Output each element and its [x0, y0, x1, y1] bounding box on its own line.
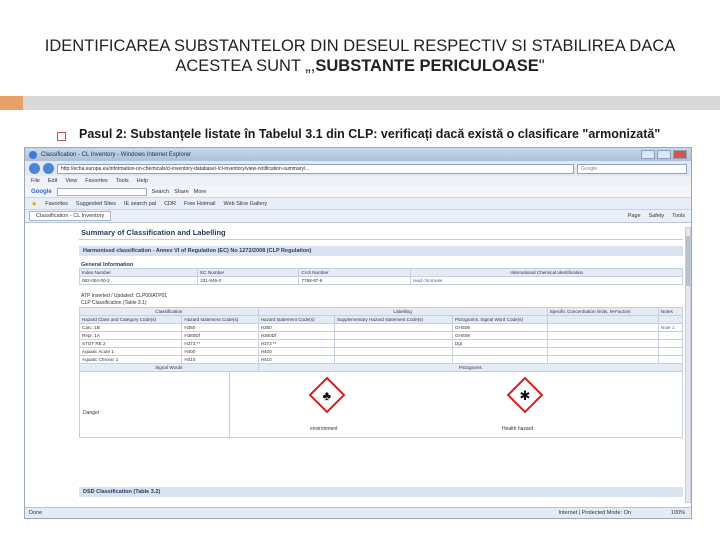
sub-pictograms: Pictograms, Signal Word Code(s)	[452, 316, 547, 324]
bullet-icon	[57, 132, 66, 141]
forward-button[interactable]	[43, 163, 54, 174]
table-row	[80, 277, 683, 285]
cell-ec-number: 231-846-0	[198, 277, 299, 285]
google-more-button[interactable]: More	[193, 188, 207, 195]
table-row: Repr. 1A H360Df H360Df GHS09	[80, 332, 683, 340]
fav-free-hotmail[interactable]: Free Hotmail	[184, 200, 216, 207]
col-scl: Specific Concentration limits, M-Factors	[547, 308, 658, 316]
title-emphasis: SUBSTANTE PERICULOASE	[315, 57, 539, 75]
cell-cas-number: 7758-97-6	[299, 277, 411, 285]
menu-edit[interactable]: Edit	[47, 178, 58, 184]
col-classification: Classification	[80, 308, 259, 316]
browser-screenshot	[24, 147, 692, 519]
minimize-button[interactable]	[641, 150, 655, 159]
table-row: STOT RE 2 H373 ** H373 ** Dgr	[80, 340, 683, 348]
cl-inventory-page	[79, 225, 683, 505]
general-info-heading: General Information	[81, 262, 134, 268]
menu-favorites[interactable]: Favorites	[85, 178, 108, 184]
favorites-bar	[25, 198, 691, 210]
atp-info	[79, 293, 683, 307]
google-search-input[interactable]	[57, 188, 147, 196]
col-notes: Notes	[658, 308, 682, 316]
page-menu[interactable]: Page	[627, 213, 641, 219]
signal-header-row	[80, 364, 683, 372]
title-line-2: ACESTEA SUNT „,SUBSTANTE PERICULOASE"	[175, 57, 545, 75]
signal-word-cell	[80, 372, 230, 437]
table-header-row	[80, 308, 683, 316]
summary-heading: Summary of Classification and Labelling	[79, 225, 683, 240]
google-share-button[interactable]: Share	[174, 188, 189, 195]
signal-word: Danger	[83, 410, 100, 416]
menu-bar	[25, 176, 691, 186]
close-button[interactable]	[673, 150, 687, 159]
favorites-button[interactable]: Favorites	[45, 200, 68, 207]
security-zone: Internet | Protected Mode: On	[558, 510, 631, 516]
ie-logo-icon	[29, 151, 37, 159]
tab-bar	[25, 210, 691, 223]
harmonised-band[interactable]: Harmonised classification - Annex VI of Regulation (EC) No 1272/2008 (CLP Regulation)	[79, 246, 683, 256]
environment-hazard-icon: ♣	[309, 377, 346, 414]
divider-bar	[23, 96, 720, 110]
tab-classification[interactable]: Classification - CL Inventory	[29, 211, 111, 221]
command-bar	[628, 213, 691, 219]
col-ec-number: EC Number	[198, 269, 299, 277]
table-row: Carc. 1B H350 H350 GHS08 Note 1	[80, 324, 683, 332]
table-row: Aquatic Acute 1 H400 H400	[80, 348, 683, 356]
google-toolbar	[25, 186, 691, 198]
status-text: Done	[29, 510, 43, 516]
dsd-band[interactable]: DSD Classification (Table 3.2)	[79, 487, 683, 497]
table-subheader-row	[80, 316, 683, 324]
window-controls	[641, 150, 687, 159]
window-titlebar	[25, 148, 691, 161]
slide-title	[20, 36, 700, 76]
sub-hazard-class: Hazard Class and Category Code(s)	[80, 316, 182, 324]
fav-web-slice-gallery[interactable]: Web Slice Gallery	[223, 200, 268, 207]
fav-ie-search-pal[interactable]: IE search pal	[123, 200, 157, 207]
accent-bar	[0, 96, 23, 110]
col-pictograms: Pictograms	[258, 364, 682, 372]
sub-label-hazard-statement: Hazard statement Code(s)	[258, 316, 334, 324]
window-title: Classification - CL Inventory - Windows Internet Explorer	[41, 151, 192, 158]
col-signal-words: Signal Words	[80, 364, 259, 372]
col-chemical-id: International Chemical Identification	[411, 269, 683, 277]
page-content	[25, 223, 692, 508]
sub-supplementary: Supplementary Hazard statement Code(s)	[334, 316, 452, 324]
col-cas-number: CAS Number	[299, 269, 411, 277]
status-bar	[25, 507, 692, 518]
address-bar	[25, 161, 691, 176]
google-search-button[interactable]: Search	[151, 188, 170, 195]
vertical-scrollbar[interactable]	[685, 227, 691, 503]
sub-hazard-statement: Hazard statement Code(s)	[182, 316, 258, 324]
health-hazard-icon: ✱	[507, 377, 544, 414]
general-info-table	[79, 268, 683, 285]
safety-menu[interactable]: Safety	[648, 213, 665, 219]
google-logo: Google	[31, 188, 52, 195]
note-link[interactable]: Note 1	[658, 324, 682, 332]
star-icon: ★	[31, 200, 38, 208]
cell-index-number: 082-004-00-2	[80, 277, 198, 285]
maximize-button[interactable]	[657, 150, 671, 159]
step-text: Pasul 2: Substanțele listate în Tabelul 3.1 din CLP: verificați dacă există o clasificare "armonizată"	[79, 127, 661, 141]
search-input[interactable]: Google	[577, 164, 687, 174]
clp-table-label: CLP Classification (Table 3.1)	[81, 300, 147, 306]
back-button[interactable]	[29, 163, 40, 174]
title-line-1: IDENTIFICAREA SUBSTANTELOR DIN DESEUL RESPECTIV SI STABILIREA DACA	[44, 37, 676, 55]
pictograms-cell	[230, 372, 682, 437]
menu-file[interactable]: File	[31, 178, 40, 184]
col-index-number: Index Number	[80, 269, 198, 277]
fav-suggested-sites[interactable]: Suggested Sites	[75, 200, 116, 207]
tools-menu[interactable]: Tools	[672, 213, 685, 219]
menu-view[interactable]: View	[65, 178, 78, 184]
classification-table	[79, 307, 683, 372]
pictogram-label-environment: environment	[310, 426, 338, 432]
table-header-row	[80, 269, 683, 277]
col-labelling: Labelling	[258, 308, 547, 316]
zoom-level[interactable]: 100%	[670, 510, 685, 516]
url-field[interactable]: http://echa.europa.eu/information-on-chemicals/cl-inventory-database/-/cl-inventory/view-notification-summary/...	[57, 164, 574, 174]
pictogram-label-health: Health hazard	[502, 426, 534, 432]
chemical-name-link[interactable]: lead chromate	[411, 277, 683, 285]
menu-help[interactable]: Help	[136, 178, 148, 184]
scrollbar-thumb[interactable]	[686, 236, 690, 286]
atp-line: ATP Inserted / Updated: CLP00/ATP01	[81, 293, 168, 299]
table-row: Aquatic Chronic 1 H410 H410	[80, 356, 683, 364]
signal-pictogram-row	[79, 372, 683, 438]
menu-tools[interactable]: Tools	[115, 178, 129, 184]
fav-cdr[interactable]: CDR	[164, 200, 176, 207]
